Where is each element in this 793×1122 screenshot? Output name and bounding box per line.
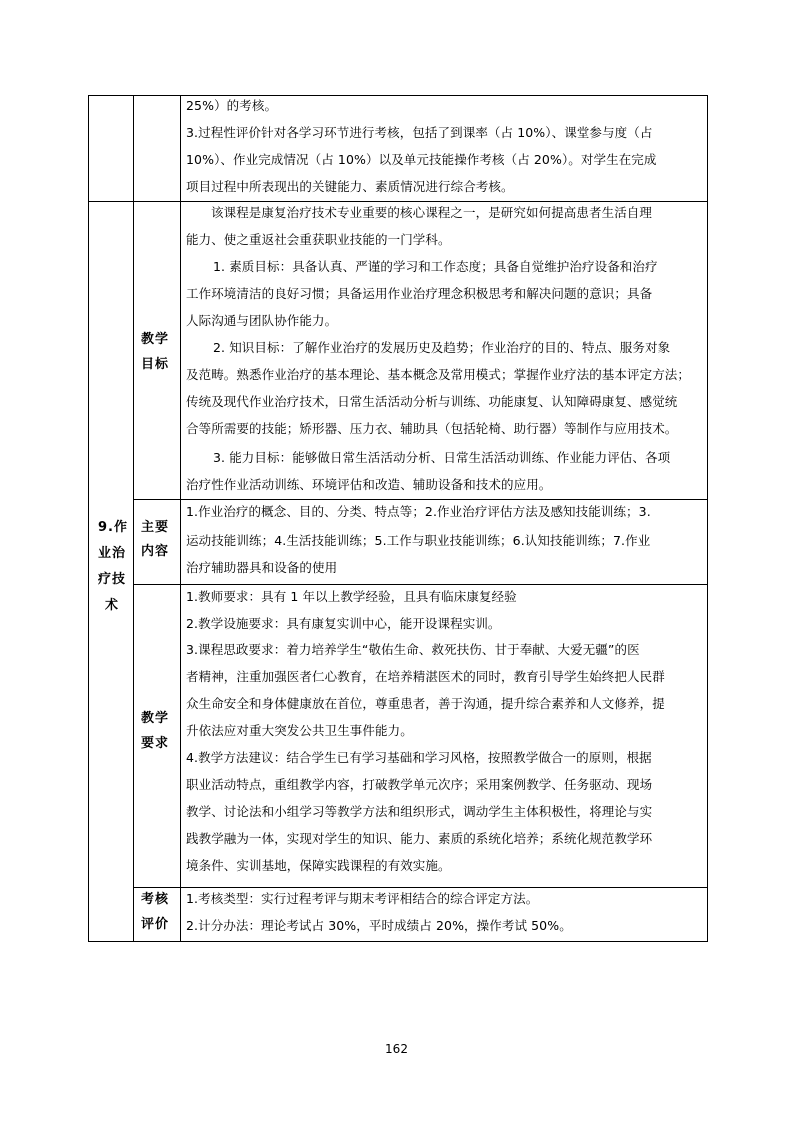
requirements-label: 教学 bbox=[141, 711, 170, 726]
col-divider-1 bbox=[133, 96, 134, 941]
content-text-line: 1.作业治疗的概念、目的、分类、特点等；2.作业治疗评估方法及感知技能训练；3. bbox=[186, 504, 651, 519]
assessment-text-line: 1.考核类型：实行过程考评与期末考评相结合的综合评定方法。 bbox=[186, 891, 539, 906]
row-divider-requirements bbox=[133, 887, 707, 888]
col-divider-2 bbox=[180, 96, 181, 941]
goals-label: 目标 bbox=[141, 357, 170, 372]
content-label: 主要 bbox=[141, 520, 170, 535]
top-text-line: 10%）、作业完成情况（占 10%）以及单元技能操作考核（占 20%）。对学生在完成 bbox=[186, 152, 657, 167]
goals-text-line: 3. 能力目标：能够做日常生活活动分析、日常生活活动训练、作业能力评估、各项 bbox=[213, 450, 671, 465]
content-label: 内容 bbox=[141, 544, 170, 559]
requirements-label: 要求 bbox=[141, 736, 170, 751]
requirements-text-line: 3.课程思政要求：着力培养学生“敬佑生命、救死扶伤、甘于奉献、大爱无疆”的医 bbox=[186, 642, 640, 657]
goals-text-line: 合等所需要的技能；矫形器、压力衣、辅助具（包括轮椅、助行器）等制作与应用技术。 bbox=[186, 421, 678, 436]
course-name-line: 9.作 bbox=[98, 520, 128, 535]
assessment-text-line: 2.计分办法：理论考试占 30%，平时成绩占 20%，操作考试 50%。 bbox=[186, 918, 572, 933]
goals-text-line: 该课程是康复治疗技术专业重要的核心课程之一，是研究如何提高患者生活自理 bbox=[211, 205, 653, 220]
goals-text-line: 人际沟通与团队协作能力。 bbox=[186, 313, 338, 328]
requirements-text-line: 职业活动特点，重组教学内容，打破教学单元次序；采用案例教学、任务驱动、现场 bbox=[186, 777, 653, 792]
goals-label: 教学 bbox=[141, 332, 170, 347]
top-text-line: 25%）的考核。 bbox=[186, 98, 278, 113]
content-text-line: 运动技能训练；4.生活技能训练；5.工作与职业技能训练；6.认知技能训练；7.作业 bbox=[186, 533, 651, 548]
row-divider-content bbox=[133, 584, 707, 585]
goals-text-line: 能力、使之重返社会重获职业技能的一门学科。 bbox=[186, 232, 451, 247]
goals-text-line: 及范畴。熟悉作业治疗的基本理论、基本概念及常用模式；掌握作业疗法的基本评定方法； bbox=[186, 367, 691, 382]
requirements-text-line: 升依法应对重大突发公共卫生事件能力。 bbox=[186, 723, 413, 738]
content-text-line: 治疗辅助器具和设备的使用 bbox=[186, 560, 338, 575]
requirements-text-line: 2.教学设施要求：具有康复实训中心，能开设课程实训。 bbox=[186, 616, 501, 631]
assessment-label: 评价 bbox=[141, 917, 170, 932]
requirements-text-line: 境条件、实训基地，保障实践课程的有效实施。 bbox=[186, 858, 451, 873]
goals-text-line: 治疗性作业活动训练、环境评估和改造、辅助设备和技术的应用。 bbox=[186, 477, 552, 492]
goals-text-line: 工作环境清洁的良好习惯；具备运用作业治疗理念积极思考和解决问题的意识；具备 bbox=[186, 286, 653, 301]
requirements-text-line: 众生命安全和身体健康放在首位，尊重患者，善于沟通，提升综合素养和人文修养，提 bbox=[186, 696, 665, 711]
page-number: 162 bbox=[385, 1042, 408, 1056]
course-name-line: 业治 bbox=[98, 546, 127, 561]
goals-text-line: 1. 素质目标：具备认真、严谨的学习和工作态度；具备自觉维护治疗设备和治疗 bbox=[213, 259, 658, 274]
row-divider-goals bbox=[133, 499, 707, 500]
curriculum-table bbox=[88, 95, 708, 942]
course-name-line: 疗技 bbox=[98, 572, 127, 587]
assessment-label: 考核 bbox=[141, 892, 170, 907]
requirements-text-line: 1.教师要求：具有 1 年以上教学经验，且具有临床康复经验 bbox=[186, 589, 517, 604]
top-text-line: 3.过程性评价针对各学习环节进行考核，包括了到课率（占 10%）、课堂参与度（占 bbox=[186, 125, 653, 140]
requirements-text-line: 教学、讨论法和小组学习等教学方法和组织形式，调动学生主体积极性，将理论与实 bbox=[186, 804, 653, 819]
goals-text-line: 传统及现代作业治疗技术，日常生活活动分析与训练、功能康复、认知障碍康复、感觉统 bbox=[186, 394, 678, 409]
requirements-text-line: 4.教学方法建议：结合学生已有学习基础和学习风格，按照教学做合一的原则，根据 bbox=[186, 750, 652, 765]
row-divider-top bbox=[89, 201, 707, 202]
course-name-line: 术 bbox=[105, 598, 120, 613]
requirements-text-line: 者精神，注重加强医者仁心教育，在培养精湛医术的同时，教育引导学生始终把人民群 bbox=[186, 669, 665, 684]
top-text-line: 项目过程中所表现出的关键能力、素质情况进行综合考核。 bbox=[186, 179, 514, 194]
goals-text-line: 2. 知识目标：了解作业治疗的发展历史及趋势；作业治疗的目的、特点、服务对象 bbox=[213, 340, 671, 355]
requirements-text-line: 践教学融为一体，实现对学生的知识、能力、素质的系统化培养；系统化规范教学环 bbox=[186, 831, 653, 846]
